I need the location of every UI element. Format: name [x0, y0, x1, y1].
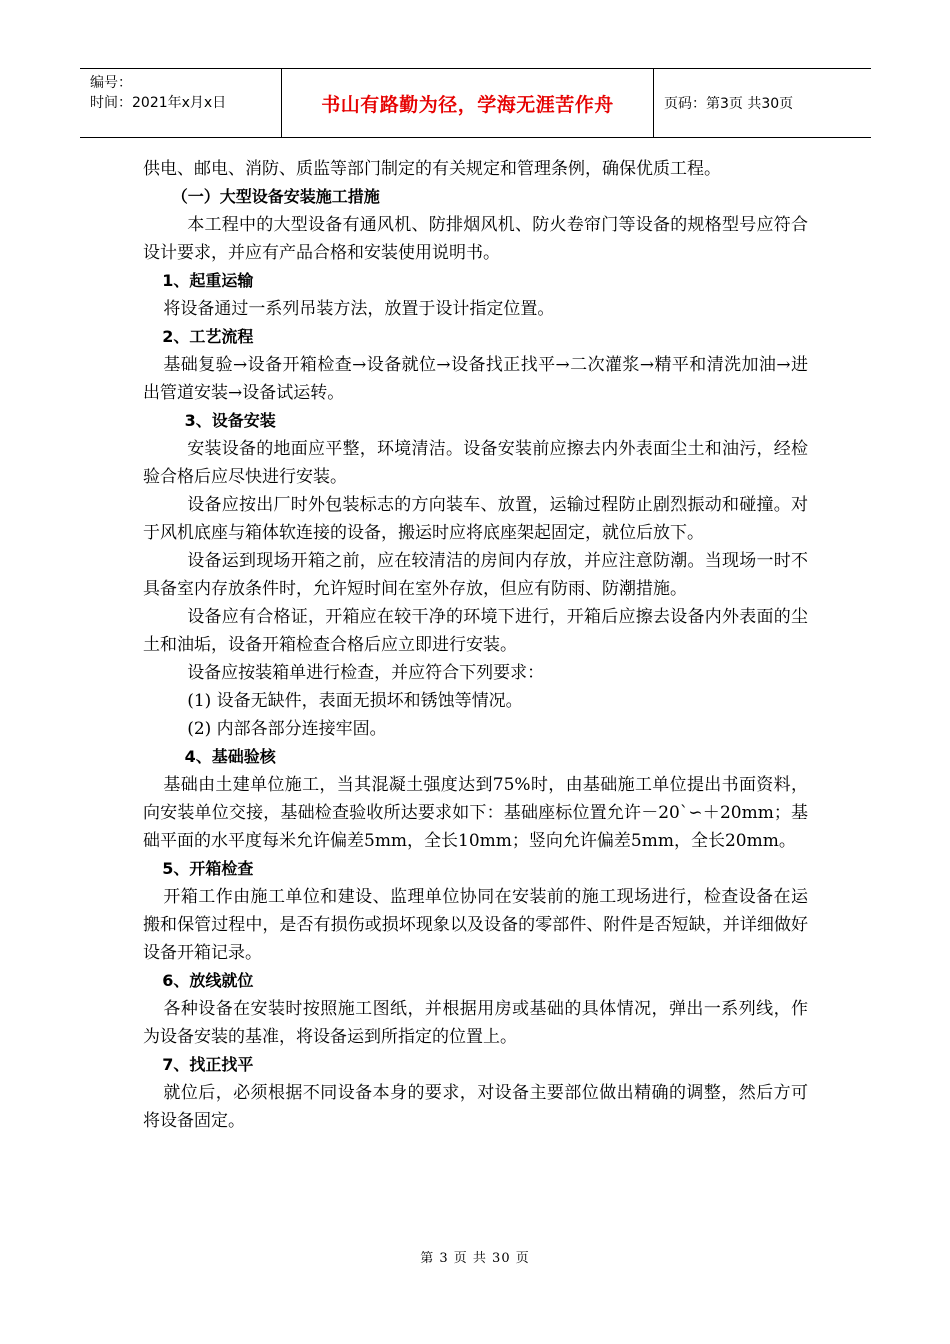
subheading-unpacking: 5、开箱检查	[162, 859, 254, 878]
subheading-positioning: 6、放线就位	[162, 971, 254, 990]
paragraph: 本工程中的大型设备有通风机、防排烟风机、防火卷帘门等设备的规格型号应符合设计要求，并应有产品合格和安装使用说明书。	[143, 215, 808, 263]
list-item: (2) 内部各部分连接牢固。	[187, 719, 387, 739]
subheading-leveling: 7、找正找平	[162, 1055, 254, 1074]
header-motto: 书山有路勤为径，学海无涯苦作舟	[282, 69, 654, 137]
section-title: （一）大型设备安装施工措施	[171, 187, 380, 206]
paragraph: 设备应按装箱单进行检查，并应符合下列要求：	[187, 663, 545, 683]
paragraph: 供电、邮电、消防、质监等部门制定的有关规定和管理条例，确保优质工程。	[143, 159, 721, 179]
paragraph: 设备运到现场开箱之前，应在较清洁的房间内存放，并应注意防潮。当现场一时不具备室内存放条件时，允许短时间在室外存放，但应有防雨、防潮措施。	[143, 551, 808, 599]
page-footer: 第 3 页 共 30 页	[420, 1251, 530, 1266]
page-header	[80, 68, 871, 138]
paragraph: 基础复验→设备开箱检查→设备就位→设备找正找平→二次灌浆→精平和清洗加油→进出管道安装→设备试运转。	[143, 355, 808, 403]
paragraph: 设备应有合格证，开箱应在较干净的环境下进行，开箱后应擦去设备内外表面的尘土和油垢，设备开箱检查合格后应立即进行安装。	[143, 607, 808, 655]
paragraph: 各种设备在安装时按照施工图纸，并根据用房或基础的具体情况，弹出一系列线，作为设备安装的基准，将设备运到所指定的位置上。	[143, 999, 808, 1047]
paragraph: 基础由土建单位施工，当其混凝土强度达到75%时，由基础施工单位提出书面资料，向安装单位交接，基础检查验收所达要求如下：基础座标位置允许－20`∽＋20mm；基础平面的水平度每米允许偏差5mm，全长10mm；竖向允许偏差5mm，全长20mm。	[143, 775, 808, 851]
header-meta	[80, 69, 282, 137]
paragraph: 开箱工作由施工单位和建设、监理单位协同在安装前的施工现场进行，检查设备在运搬和保管过程中，是否有损伤或损坏现象以及设备的零部件、附件是否短缺，并详细做好设备开箱记录。	[143, 887, 808, 963]
subheading-foundation: 4、基础验核	[184, 747, 276, 766]
paragraph: 设备应按出厂时外包装标志的方向装车、放置，运输过程防止剧烈振动和碰撞。对于风机底座与箱体软连接的设备，搬运时应将底座架起固定，就位后放下。	[143, 495, 808, 543]
subheading-process: 2、工艺流程	[162, 327, 254, 346]
paragraph: 将设备通过一系列吊装方法，放置于设计指定位置。	[163, 299, 555, 319]
subheading-lifting: 1、起重运输	[162, 271, 254, 290]
paragraph: 安装设备的地面应平整，环境清洁。设备安装前应擦去内外表面尘土和油污，经检验合格后应尽快进行安装。	[143, 439, 808, 487]
subheading-installation: 3、设备安装	[184, 411, 276, 430]
doc-date-label: 时间：2021年x月x日	[90, 95, 227, 111]
paragraph: 就位后，必须根据不同设备本身的要求，对设备主要部位做出精确的调整，然后方可将设备固定。	[143, 1083, 808, 1131]
header-page-info: 页码：第3页 共30页	[664, 96, 794, 112]
document-body	[143, 155, 808, 1135]
doc-number-label: 编号：	[90, 75, 132, 91]
list-item: (1) 设备无缺件，表面无损坏和锈蚀等情况。	[187, 691, 523, 711]
